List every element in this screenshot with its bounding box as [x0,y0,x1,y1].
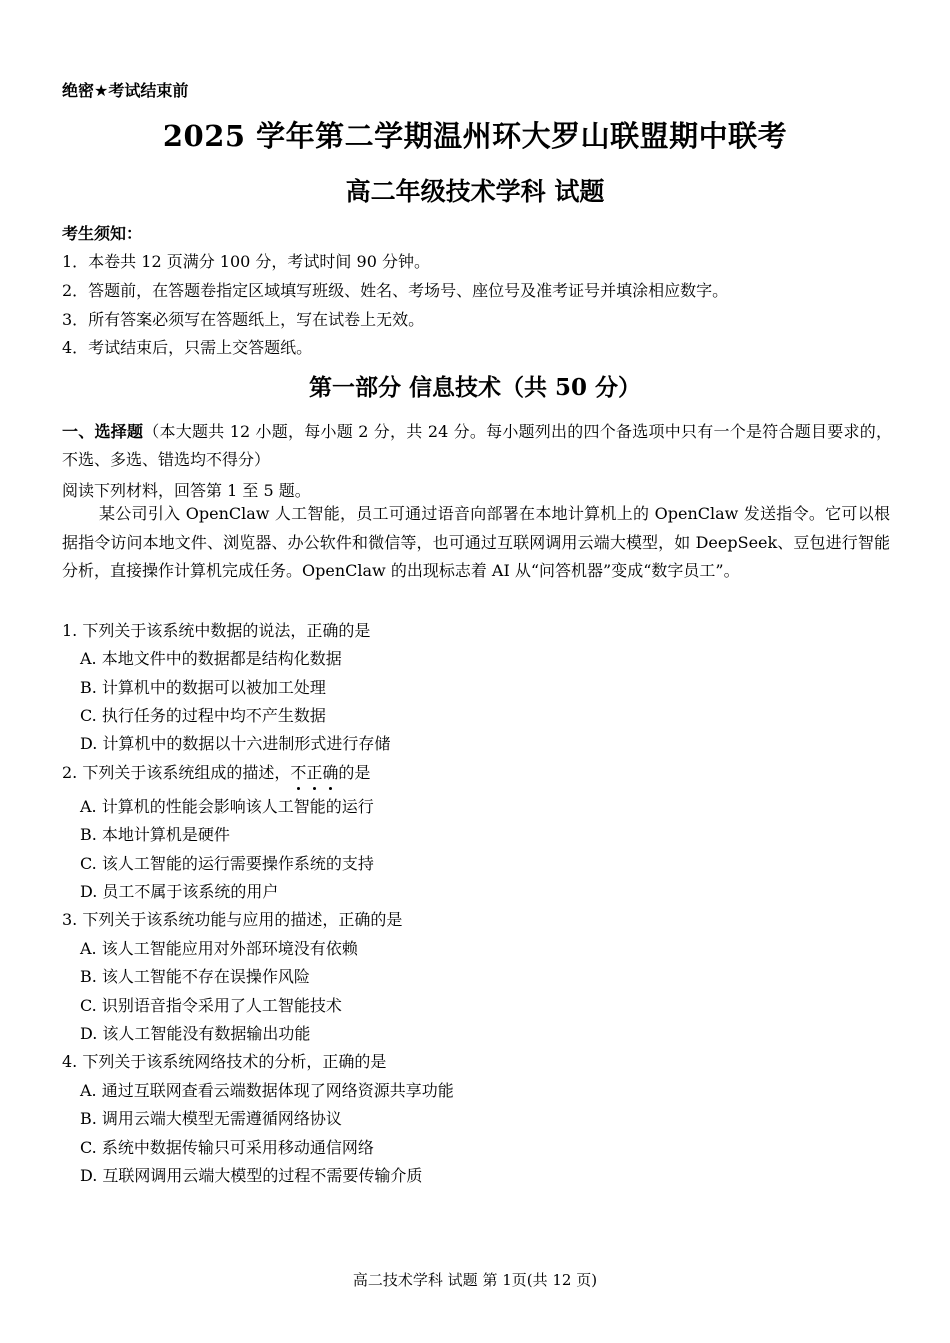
question-2-option-a: A. 计算机的性能会影响该人工智能的运行 [80,797,374,816]
emphasis-char-3: 确 [322,760,338,783]
question-2-option-d: D. 员工不属于该系统的用户 [80,882,279,901]
emphasis-char-2: 正 [306,760,322,783]
question-3-option-d: D. 该人工智能没有数据输出功能 [80,1024,311,1043]
question-2-stem-suffix: 的是 [338,763,371,782]
notice-item-1: 1．本卷共 12 页满分 100 分，考试时间 90 分钟。 [62,252,430,271]
question-2-emphasis [290,763,338,782]
page-footer: 高二技术学科 试题 第 1页(共 12 页) [352,1271,598,1289]
question-1-option-d: D. 计算机中的数据以十六进制形式进行存储 [80,734,391,753]
notice-item-4: 4．考试结束后，只需上交答题纸。 [62,338,313,357]
exam-title: 2025 学年第二学期温州环大罗山联盟期中联考 [162,119,788,153]
question-3-stem: 3. 下列关于该系统功能与应用的描述，正确的是 [62,910,403,929]
question-3-option-b: B. 该人工智能不存在误操作风险 [80,967,310,986]
confidential-label: 绝密★考试结束前 [62,81,189,100]
question-1-option-c: C. 执行任务的过程中均不产生数据 [80,706,326,725]
question-3-option-c: C. 识别语音指令采用了人工智能技术 [80,996,342,1015]
question-4-option-b: B. 调用云端大模型无需遵循网络协议 [80,1109,342,1128]
notice-item-3: 3．所有答案必须写在答题纸上，写在试卷上无效。 [62,310,425,329]
notice-item-2: 2．答题前，在答题卷指定区域填写班级、姓名、考场号、座位号及准考证号并填涂相应数字。 [62,281,729,300]
section-title: 一、选择题 [62,422,144,441]
emphasis-char-1: 不 [290,760,306,783]
question-4-option-d: D. 互联网调用云端大模型的过程不需要传输介质 [80,1166,423,1185]
question-2-stem-prefix: 2. 下列关于该系统组成的描述， [62,763,291,782]
exam-subtitle: 高二年级技术学科 试题 [345,177,605,206]
question-2-stem [62,760,370,783]
question-4-stem: 4. 下列关于该系统网络技术的分析，正确的是 [62,1052,387,1071]
question-2-option-b: B. 本地计算机是硬件 [80,825,230,844]
reading-material: 某公司引入 OpenClaw 人工智能，员工可通过语音向部署在本地计算机上的 OpenClaw 发送指令。它可以根据指令访问本地文件、浏览器、办公软件和微信等，也可通过互联网调用云端大模型，如 DeepSeek、豆包进行智能分析，直接操作计算机完成任务。OpenClaw 的出现标志着 AI 从“问答机器”变成“数字员工”。 [62,504,890,580]
question-1-option-a: A. 本地文件中的数据都是结构化数据 [80,649,342,668]
question-4-option-a: A. 通过互联网查看云端数据体现了网络资源共享功能 [80,1081,454,1100]
question-1-stem: 1. 下列关于该系统中数据的说法，正确的是 [62,621,371,640]
question-3-option-a: A. 该人工智能应用对外部环境没有依赖 [80,939,358,958]
question-4-option-c: C. 系统中数据传输只可采用移动通信网络 [80,1138,374,1157]
section-instructions: （本大题共 12 小题，每小题 2 分，共 24 分。每小题列出的四个备选项中只有一个是符合题目要求的，不选、多选、错选均不得分） [62,422,892,469]
question-2-option-c: C. 该人工智能的运行需要操作系统的支持 [80,854,374,873]
reading-intro: 阅读下列材料，回答第 1 至 5 题。 [62,481,311,500]
notice-heading: 考生须知： [62,224,143,243]
part-title: 第一部分 信息技术（共 50 分） [308,374,642,401]
section-header [62,418,892,474]
question-1-option-b: B. 计算机中的数据可以被加工处理 [80,678,326,697]
